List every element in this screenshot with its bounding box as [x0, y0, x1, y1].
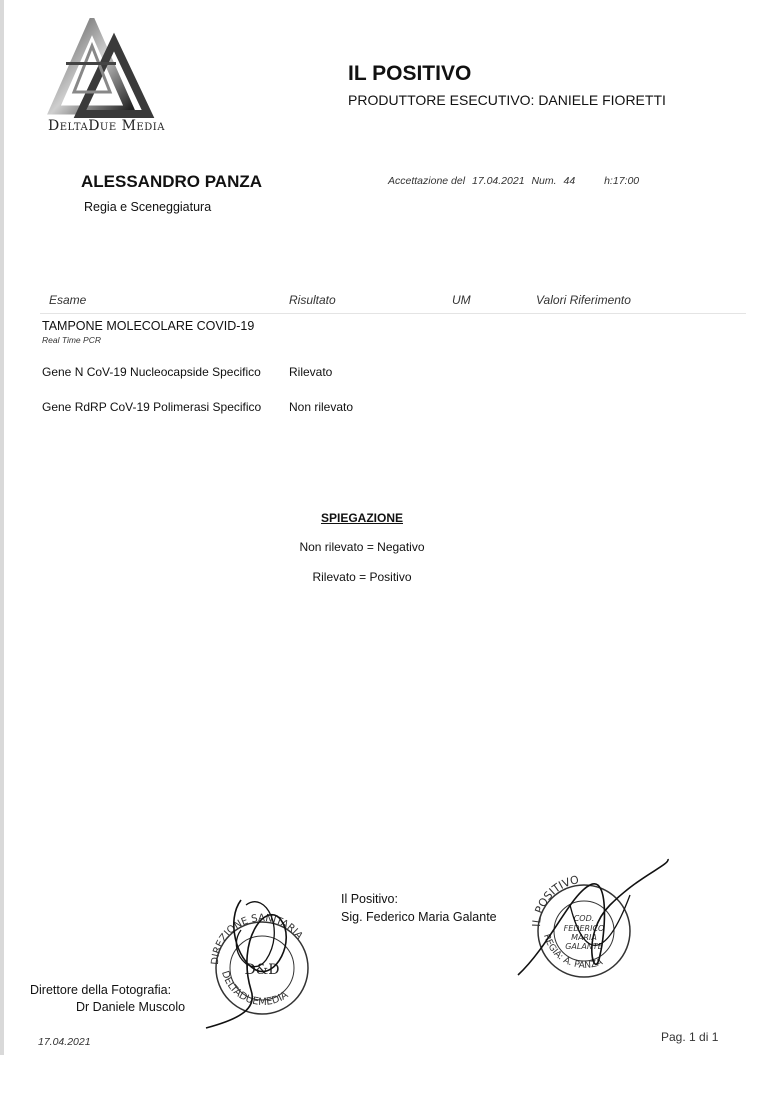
logo-text: DeltaDue Media: [48, 118, 165, 134]
dop-title: Direttore della Fotografia:: [30, 983, 172, 997]
acceptance-info: [388, 175, 643, 187]
col-header-valori: Valori Riferimento: [536, 293, 631, 307]
header-divider: [40, 313, 746, 314]
svg-text:MARIA: MARIA: [571, 933, 597, 942]
svg-text:FEDERICO: FEDERICO: [563, 924, 605, 933]
explanation-title: SPIEGAZIONE: [320, 511, 403, 525]
col-header-esame: Esame: [49, 293, 87, 307]
page-number: Pag. 1 di 1: [661, 1030, 719, 1044]
explanation-line: Non rilevato = Negativo: [299, 540, 425, 554]
acceptance-date: 17.04.2021: [471, 175, 525, 187]
direzione-sanitaria-stamp: [196, 880, 326, 1030]
acceptance-num-label: Num.: [531, 175, 557, 187]
producer-title: Il Positivo:: [341, 892, 398, 906]
acceptance-num: 44: [563, 175, 576, 187]
acceptance-time: h:17:00: [604, 175, 640, 187]
row-result: Rilevato: [289, 365, 333, 379]
producer-name: Sig. Federico Maria Galante: [341, 910, 497, 924]
svg-text:D&D: D&D: [244, 962, 280, 978]
svg-text:DELTADUEMEDIA: DELTADUEMEDIA: [218, 969, 291, 1008]
svg-text:REGIA: A. PANZA: REGIA: A. PANZA: [541, 932, 605, 972]
svg-text:IL POSITIVO: IL POSITIVO: [529, 873, 581, 928]
col-header-risultato: Risultato: [289, 293, 336, 307]
patient-name: ALESSANDRO PANZA: [81, 172, 263, 191]
producer-signature-block: [341, 890, 497, 926]
row-name: Gene N CoV-19 Nucleocapside Specifico: [42, 365, 261, 379]
dop-signature-block: [30, 982, 185, 1016]
row-name: Gene RdRP CoV-19 Polimerasi Specifico: [42, 400, 262, 414]
document-subtitle: PRODUTTORE ESECUTIVO: DANIELE FIORETTI: [348, 92, 666, 108]
svg-text:DIREZIONE SANITARIA: DIREZIONE SANITARIA: [209, 912, 305, 966]
page-edge: [0, 0, 4, 1055]
dop-name: Dr Daniele Muscolo: [76, 1000, 186, 1014]
explanation-line: Rilevato = Positivo: [312, 570, 412, 584]
document-title: IL POSITIVO: [348, 62, 472, 85]
exam-method: Real Time PCR: [42, 335, 101, 345]
footer-date: 17.04.2021: [38, 1036, 91, 1048]
row-result: Non rilevato: [289, 400, 354, 414]
svg-text:COD.: COD.: [573, 914, 595, 923]
il-positivo-stamp: [510, 855, 680, 995]
svg-text:GALANTE: GALANTE: [565, 942, 603, 951]
exam-title: TAMPONE MOLECOLARE COVID-19: [42, 319, 255, 333]
acceptance-label: Accettazione del: [388, 175, 466, 187]
col-header-um: UM: [452, 293, 471, 307]
patient-role: Regia e Sceneggiatura: [84, 200, 212, 214]
